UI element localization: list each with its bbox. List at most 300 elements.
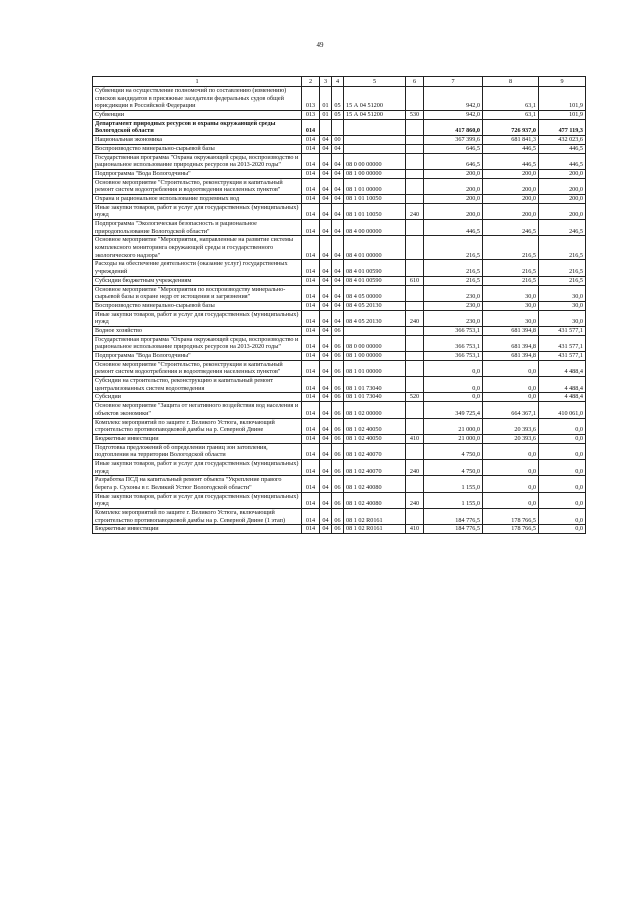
table-row [93,119,586,135]
amount-col9-cell: 216,5 [539,260,586,276]
subsection-code-cell: 06 [332,509,344,525]
admin-code-cell: 014 [302,276,320,285]
amount-col7-cell: 1 155,0 [424,476,483,492]
amount-col7-cell: 942,0 [424,87,483,111]
header-cell: 3 [320,77,332,87]
admin-code-cell: 014 [302,203,320,219]
amount-col9-cell: 246,5 [539,220,586,236]
subsection-code-cell [332,119,344,135]
expense-type-cell: 240 [406,459,424,475]
expense-type-cell [406,119,424,135]
subsection-code-cell: 06 [332,335,344,351]
target-article-cell [344,326,406,335]
expense-type-cell [406,443,424,459]
expense-type-cell [406,178,424,194]
admin-code-cell: 013 [302,111,320,120]
row-name-cell: Воспроизводство минерально-сырьевой базы [93,301,302,310]
expense-type-cell [406,220,424,236]
section-code-cell: 04 [320,276,332,285]
subsection-code-cell: 04 [332,301,344,310]
amount-col8-cell: 0,0 [483,393,539,402]
target-article-cell: 08 1 02 40080 [344,476,406,492]
target-article-cell: 08 1 01 00000 [344,178,406,194]
amount-col7-cell: 646,5 [424,144,483,153]
admin-code-cell: 014 [302,136,320,145]
amount-col8-cell: 20 393,6 [483,434,539,443]
table-row [93,260,586,276]
amount-col9-cell: 200,0 [539,169,586,178]
amount-col7-cell: 0,0 [424,393,483,402]
admin-code-cell: 014 [302,492,320,508]
table-row [93,111,586,120]
section-code-cell: 04 [320,220,332,236]
amount-col8-cell: 0,0 [483,360,539,376]
amount-col7-cell: 942,0 [424,111,483,120]
admin-code-cell: 014 [302,301,320,310]
row-name-cell: Национальная экономика [93,136,302,145]
target-article-cell: 08 1 02 00000 [344,402,406,418]
target-article-cell: 15 А 04 51200 [344,87,406,111]
amount-col7-cell: 21 000,0 [424,434,483,443]
expense-type-cell [406,377,424,393]
expense-type-cell: 240 [406,492,424,508]
amount-col9-cell: 0,0 [539,443,586,459]
subsection-code-cell: 04 [332,260,344,276]
row-name-cell: Субвенции [93,111,302,120]
amount-col9-cell: 4 488,4 [539,377,586,393]
row-name-cell: Разработка ПСД на капитальный ремонт объекта "Укрепление правого берега р. Сухоны в г. Великий Устюг Вологодской области" [93,476,302,492]
amount-col9-cell: 0,0 [539,525,586,534]
expense-type-cell [406,476,424,492]
budget-table [92,76,586,534]
target-article-cell: 08 4 00 00000 [344,220,406,236]
table-row [93,310,586,326]
admin-code-cell: 014 [302,360,320,376]
table-row [93,377,586,393]
subsection-code-cell: 04 [332,285,344,301]
amount-col9-cell: 432 023,6 [539,136,586,145]
admin-code-cell: 014 [302,377,320,393]
admin-code-cell: 014 [302,352,320,361]
expense-type-cell [406,352,424,361]
amount-col8-cell: 664 367,1 [483,402,539,418]
header-cell: 9 [539,77,586,87]
row-name-cell: Иные закупки товаров, работ и услуг для государственных (муниципальных) нужд [93,203,302,219]
amount-col8-cell: 30,0 [483,301,539,310]
amount-col7-cell: 216,5 [424,276,483,285]
table-row [93,87,586,111]
amount-col8-cell: 0,0 [483,377,539,393]
amount-col9-cell: 0,0 [539,418,586,434]
amount-col7-cell: 366 753,1 [424,326,483,335]
amount-col8-cell: 0,0 [483,476,539,492]
subsection-code-cell: 04 [332,310,344,326]
amount-col7-cell: 4 750,0 [424,443,483,459]
target-article-cell: 08 1 02 40050 [344,418,406,434]
expense-type-cell: 240 [406,310,424,326]
admin-code-cell: 014 [302,459,320,475]
amount-col7-cell: 184 776,5 [424,509,483,525]
amount-col8-cell: 200,0 [483,194,539,203]
table-row [93,236,586,260]
table-row [93,144,586,153]
amount-col9-cell: 446,5 [539,153,586,169]
admin-code-cell: 014 [302,119,320,135]
row-name-cell: Государственная программа "Охрана окружающей среды, воспроизводство и рациональное использование природных ресурсов на 2013-2020 годы" [93,153,302,169]
target-article-cell: 08 1 02 R0161 [344,509,406,525]
amount-col7-cell: 446,5 [424,220,483,236]
expense-type-cell [406,301,424,310]
amount-col8-cell: 681 841,3 [483,136,539,145]
table-row [93,434,586,443]
target-article-cell: 08 4 01 00590 [344,260,406,276]
amount-col9-cell: 410 061,0 [539,402,586,418]
target-article-cell: 08 0 00 00000 [344,335,406,351]
target-article-cell [344,119,406,135]
amount-col9-cell: 0,0 [539,459,586,475]
target-article-cell: 08 4 01 00590 [344,276,406,285]
header-cell: 6 [406,77,424,87]
table-row [93,220,586,236]
amount-col9-cell: 431 577,1 [539,335,586,351]
amount-col9-cell: 216,5 [539,276,586,285]
admin-code-cell: 014 [302,418,320,434]
expense-type-cell [406,335,424,351]
header-cell: 2 [302,77,320,87]
admin-code-cell: 014 [302,220,320,236]
header-cell: 5 [344,77,406,87]
table-row [93,178,586,194]
table-row [93,136,586,145]
amount-col7-cell: 200,0 [424,169,483,178]
section-code-cell: 04 [320,144,332,153]
table-row [93,476,586,492]
admin-code-cell: 014 [302,169,320,178]
amount-col7-cell: 417 860,0 [424,119,483,135]
section-code-cell: 04 [320,153,332,169]
expense-type-cell [406,194,424,203]
target-article-cell: 15 А 04 51200 [344,111,406,120]
amount-col8-cell: 216,5 [483,236,539,260]
row-name-cell: Подпрограмма "Вода Вологодчины" [93,169,302,178]
section-code-cell: 04 [320,326,332,335]
amount-col9-cell: 30,0 [539,285,586,301]
header-cell: 7 [424,77,483,87]
amount-col8-cell: 178 766,5 [483,509,539,525]
amount-col9-cell: 200,0 [539,203,586,219]
page-number: 49 [316,41,324,49]
section-code-cell [320,119,332,135]
amount-col9-cell: 200,0 [539,178,586,194]
amount-col9-cell: 431 577,1 [539,352,586,361]
expense-type-cell [406,153,424,169]
amount-col8-cell: 0,0 [483,443,539,459]
table-row [93,326,586,335]
row-name-cell: Иные закупки товаров, работ и услуг для государственных (муниципальных) нужд [93,492,302,508]
table-row [93,352,586,361]
target-article-cell: 08 4 05 00000 [344,285,406,301]
amount-col8-cell: 246,5 [483,220,539,236]
section-code-cell: 01 [320,111,332,120]
section-code-cell: 04 [320,136,332,145]
header-cell: 4 [332,77,344,87]
amount-col8-cell: 30,0 [483,310,539,326]
amount-col8-cell: 200,0 [483,178,539,194]
subsection-code-cell: 06 [332,402,344,418]
row-name-cell: Субсидии [93,393,302,402]
header-cell: 8 [483,77,539,87]
row-name-cell: Бюджетные инвестиции [93,434,302,443]
subsection-code-cell: 06 [332,492,344,508]
subsection-code-cell: 05 [332,111,344,120]
target-article-cell: 08 1 00 00000 [344,169,406,178]
admin-code-cell: 014 [302,153,320,169]
table-row [93,203,586,219]
amount-col9-cell: 4 488,4 [539,360,586,376]
admin-code-cell: 014 [302,310,320,326]
expense-type-cell: 410 [406,525,424,534]
amount-col8-cell: 0,0 [483,492,539,508]
row-name-cell: Комплекс мероприятий по защите г. Великого Устюга, включающий строительство противопаводковой дамбы на р. Северной Двине (1 этап) [93,509,302,525]
amount-col7-cell: 0,0 [424,377,483,393]
expense-type-cell: 520 [406,393,424,402]
row-name-cell: Департамент природных ресурсов и охраны окружающей среды Вологодской области [93,119,302,135]
amount-col9-cell: 0,0 [539,476,586,492]
header-cell: 1 [93,77,302,87]
section-code-cell: 04 [320,169,332,178]
row-name-cell: Расходы на обеспечение деятельности (оказание услуг) государственных учреждений [93,260,302,276]
expense-type-cell [406,87,424,111]
amount-col9-cell: 30,0 [539,310,586,326]
expense-type-cell [406,509,424,525]
amount-col8-cell: 681 394,8 [483,335,539,351]
admin-code-cell: 014 [302,260,320,276]
amount-col7-cell: 366 753,1 [424,335,483,351]
amount-col8-cell: 30,0 [483,285,539,301]
section-code-cell: 04 [320,393,332,402]
table-row [93,443,586,459]
target-article-cell: 08 1 01 00000 [344,360,406,376]
admin-code-cell: 014 [302,402,320,418]
amount-col7-cell: 200,0 [424,194,483,203]
section-code-cell: 04 [320,260,332,276]
amount-col7-cell: 349 725,4 [424,402,483,418]
target-article-cell: 08 1 01 10050 [344,203,406,219]
amount-col9-cell: 477 119,3 [539,119,586,135]
row-name-cell: Иные закупки товаров, работ и услуг для государственных (муниципальных) нужд [93,310,302,326]
subsection-code-cell: 04 [332,153,344,169]
section-code-cell: 04 [320,476,332,492]
section-code-cell: 04 [320,203,332,219]
amount-col7-cell: 367 399,6 [424,136,483,145]
amount-col8-cell: 0,0 [483,459,539,475]
target-article-cell: 08 4 05 20130 [344,301,406,310]
section-code-cell: 04 [320,509,332,525]
row-name-cell: Основное мероприятие "Строительство, реконструкция и капитальный ремонт систем водоотребления и водоотведения населенных пунктов" [93,178,302,194]
expense-type-cell [406,260,424,276]
section-code-cell: 04 [320,377,332,393]
amount-col7-cell: 216,5 [424,260,483,276]
table-row [93,194,586,203]
table-row [93,402,586,418]
row-name-cell: Бюджетные инвестиции [93,525,302,534]
row-name-cell: Субсидии бюджетным учреждениям [93,276,302,285]
section-code-cell: 04 [320,418,332,434]
table-row [93,418,586,434]
amount-col8-cell: 726 937,0 [483,119,539,135]
subsection-code-cell: 06 [332,352,344,361]
expense-type-cell [406,326,424,335]
expense-type-cell [406,236,424,260]
table-row [93,276,586,285]
amount-col7-cell: 200,0 [424,203,483,219]
target-article-cell: 08 1 00 00000 [344,352,406,361]
row-name-cell: Воспроизводство минерально-сырьевой базы [93,144,302,153]
table-row [93,393,586,402]
amount-col9-cell: 101,9 [539,111,586,120]
amount-col7-cell: 230,0 [424,285,483,301]
subsection-code-cell: 06 [332,476,344,492]
subsection-code-cell: 06 [332,377,344,393]
table-row [93,301,586,310]
section-code-cell: 04 [320,459,332,475]
amount-col7-cell: 230,0 [424,301,483,310]
section-code-cell: 04 [320,434,332,443]
amount-col9-cell: 216,5 [539,236,586,260]
expense-type-cell [406,285,424,301]
amount-col7-cell: 646,5 [424,153,483,169]
subsection-code-cell: 04 [332,236,344,260]
admin-code-cell: 013 [302,87,320,111]
subsection-code-cell: 06 [332,393,344,402]
table-row [93,459,586,475]
amount-col8-cell: 446,5 [483,153,539,169]
section-code-cell: 04 [320,194,332,203]
target-article-cell: 08 1 01 73040 [344,393,406,402]
amount-col8-cell: 446,5 [483,144,539,153]
table-row [93,285,586,301]
target-article-cell: 08 0 00 00000 [344,153,406,169]
admin-code-cell: 014 [302,178,320,194]
section-code-cell: 04 [320,335,332,351]
admin-code-cell: 014 [302,335,320,351]
row-name-cell: Охрана и рациональное использование подземных вод [93,194,302,203]
row-name-cell: Иные закупки товаров, работ и услуг для государственных (муниципальных) нужд [93,459,302,475]
admin-code-cell: 014 [302,194,320,203]
table-row [93,360,586,376]
table-row [93,153,586,169]
amount-col9-cell: 30,0 [539,301,586,310]
row-name-cell: Основное мероприятие "Защита от негативного воздействия вод населения и объектов экономики" [93,402,302,418]
target-article-cell: 08 4 05 20130 [344,310,406,326]
amount-col8-cell: 20 393,6 [483,418,539,434]
expense-type-cell [406,360,424,376]
amount-col9-cell: 200,0 [539,194,586,203]
section-code-cell: 04 [320,402,332,418]
expense-type-cell: 410 [406,434,424,443]
amount-col8-cell: 681 394,8 [483,352,539,361]
expense-type-cell [406,144,424,153]
row-name-cell: Водное хозяйство [93,326,302,335]
amount-col8-cell: 200,0 [483,203,539,219]
amount-col8-cell: 216,5 [483,276,539,285]
target-article-cell [344,136,406,145]
row-name-cell: Основное мероприятие "Мероприятия, направленные на развитие системы комплексного мониторинга окружающей среды и государственного экологического надзора" [93,236,302,260]
amount-col7-cell: 366 753,1 [424,352,483,361]
subsection-code-cell: 04 [332,144,344,153]
subsection-code-cell: 04 [332,203,344,219]
section-code-cell: 04 [320,301,332,310]
section-code-cell: 01 [320,87,332,111]
target-article-cell [344,144,406,153]
amount-col9-cell: 446,5 [539,144,586,153]
row-name-cell: Субсидии на строительство, реконструкцию и капитальный ремонт централизованных систем водоотведения [93,377,302,393]
row-name-cell: Государственная программа "Охрана окружающей среды, воспроизводство и рациональное использование природных ресурсов на 2013-2020 годы" [93,335,302,351]
subsection-code-cell: 05 [332,87,344,111]
amount-col8-cell: 216,5 [483,260,539,276]
expense-type-cell [406,169,424,178]
subsection-code-cell: 06 [332,326,344,335]
expense-type-cell [406,136,424,145]
subsection-code-cell: 06 [332,443,344,459]
table-header-row [93,77,586,87]
target-article-cell: 08 1 01 10050 [344,194,406,203]
admin-code-cell: 014 [302,476,320,492]
expense-type-cell [406,418,424,434]
target-article-cell: 08 4 01 00000 [344,236,406,260]
table-row [93,492,586,508]
subsection-code-cell: 06 [332,360,344,376]
table-row [93,509,586,525]
subsection-code-cell: 04 [332,169,344,178]
amount-col9-cell: 4 488,4 [539,393,586,402]
table-row [93,525,586,534]
admin-code-cell: 014 [302,434,320,443]
target-article-cell: 08 1 02 R0161 [344,525,406,534]
section-code-cell: 04 [320,352,332,361]
target-article-cell: 08 1 02 40050 [344,434,406,443]
amount-col7-cell: 216,5 [424,236,483,260]
section-code-cell: 04 [320,360,332,376]
subsection-code-cell: 06 [332,525,344,534]
section-code-cell: 04 [320,236,332,260]
amount-col8-cell: 681 394,8 [483,326,539,335]
section-code-cell: 04 [320,310,332,326]
target-article-cell: 08 1 02 40070 [344,459,406,475]
amount-col8-cell: 63,1 [483,87,539,111]
subsection-code-cell: 04 [332,178,344,194]
amount-col7-cell: 4 750,0 [424,459,483,475]
amount-col8-cell: 200,0 [483,169,539,178]
target-article-cell: 08 1 02 40070 [344,443,406,459]
admin-code-cell: 014 [302,326,320,335]
section-code-cell: 04 [320,178,332,194]
admin-code-cell: 014 [302,509,320,525]
subsection-code-cell: 04 [332,194,344,203]
section-code-cell: 04 [320,492,332,508]
expense-type-cell [406,402,424,418]
subsection-code-cell: 04 [332,276,344,285]
section-code-cell: 04 [320,443,332,459]
admin-code-cell: 014 [302,236,320,260]
amount-col7-cell: 21 000,0 [424,418,483,434]
expense-type-cell: 610 [406,276,424,285]
table-row [93,169,586,178]
admin-code-cell: 014 [302,443,320,459]
expense-type-cell: 530 [406,111,424,120]
row-name-cell: Субвенции на осуществление полномочий по составлению (изменению) списков кандидатов в присяжные заседатели федеральных судов общей юрисдикции в Российской Федерации [93,87,302,111]
row-name-cell: Основное мероприятие "Строительство, реконструкция и капитальный ремонт систем водоотребления и водоотведения населенных пунктов" [93,360,302,376]
